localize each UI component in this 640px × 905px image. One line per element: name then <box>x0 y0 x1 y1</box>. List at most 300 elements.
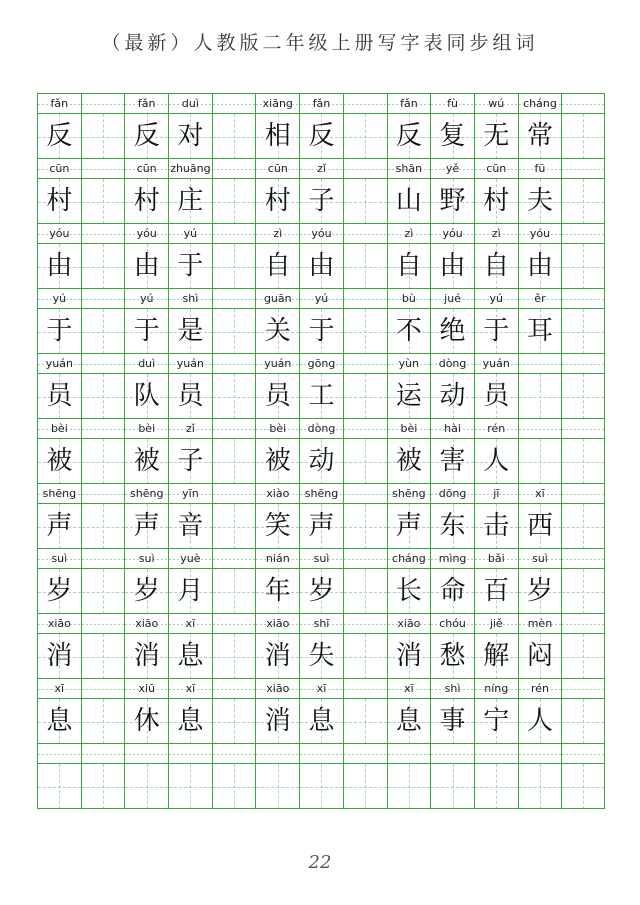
character-cell <box>430 504 474 549</box>
pinyin-cell: xī <box>387 679 431 699</box>
pinyin-cell: xī <box>518 484 562 504</box>
pinyin-cell <box>518 354 562 374</box>
pinyin-cell: dòng <box>299 419 343 439</box>
pinyin-cell: yóu <box>299 224 343 244</box>
pinyin-cell: ěr <box>518 289 562 309</box>
pinyin-cell <box>37 744 81 764</box>
character-glyph: 子 <box>308 186 335 216</box>
character-cell <box>387 569 431 614</box>
character-cell <box>561 374 605 419</box>
pinyin-cell <box>212 94 256 114</box>
character-glyph: 动 <box>439 381 466 411</box>
character-cell <box>124 309 168 354</box>
character-cell <box>37 179 81 224</box>
character-cell <box>37 569 81 614</box>
character-cell <box>212 634 256 679</box>
pinyin-cell <box>81 354 125 374</box>
character-cell <box>561 504 605 549</box>
pinyin-cell <box>561 419 605 439</box>
character-cell <box>343 114 387 159</box>
character-glyph: 笑 <box>264 511 291 541</box>
character-glyph: 年 <box>264 576 291 606</box>
character-glyph: 反 <box>133 121 160 151</box>
pinyin-cell <box>81 614 125 634</box>
pinyin-cell: yóu <box>518 224 562 244</box>
pinyin-cell: yùn <box>387 354 431 374</box>
character-cell <box>561 569 605 614</box>
character-cell <box>168 114 212 159</box>
character-cell <box>430 114 474 159</box>
character-glyph: 常 <box>526 121 553 151</box>
character-cell <box>81 634 125 679</box>
pinyin-row <box>37 353 605 374</box>
pinyin-cell: fù <box>430 94 474 114</box>
character-glyph: 西 <box>526 511 553 541</box>
character-cell <box>430 439 474 484</box>
character-glyph: 耳 <box>526 316 553 346</box>
character-glyph: 命 <box>439 576 466 606</box>
character-glyph: 被 <box>395 446 422 476</box>
character-cell <box>255 699 299 744</box>
character-glyph: 由 <box>133 251 160 281</box>
character-row <box>37 438 605 484</box>
character-glyph: 无 <box>483 121 510 151</box>
character-row <box>37 568 605 614</box>
character-cell <box>81 179 125 224</box>
character-row <box>37 373 605 419</box>
pinyin-cell <box>81 94 125 114</box>
pinyin-cell: cūn <box>37 159 81 179</box>
pinyin-cell: yóu <box>124 224 168 244</box>
pinyin-cell: yīn <box>168 484 212 504</box>
character-glyph: 由 <box>308 251 335 281</box>
pinyin-row <box>37 288 605 309</box>
pinyin-cell: cūn <box>255 159 299 179</box>
character-glyph: 被 <box>264 446 291 476</box>
pinyin-cell: jué <box>430 289 474 309</box>
character-glyph: 害 <box>439 446 466 476</box>
pinyin-cell: bèi <box>387 419 431 439</box>
pinyin-cell: shēng <box>299 484 343 504</box>
pinyin-cell: fǎn <box>37 94 81 114</box>
character-glyph: 绝 <box>439 316 466 346</box>
pinyin-cell: fū <box>518 159 562 179</box>
character-cell <box>255 504 299 549</box>
pinyin-cell: zì <box>387 224 431 244</box>
pinyin-cell: suì <box>37 549 81 569</box>
character-glyph: 复 <box>439 121 466 151</box>
character-cell <box>168 569 212 614</box>
character-glyph: 岁 <box>46 576 73 606</box>
pinyin-row <box>37 678 605 699</box>
character-cell <box>37 634 81 679</box>
character-cell <box>212 699 256 744</box>
pinyin-cell: xiāo <box>255 614 299 634</box>
pinyin-row <box>37 93 605 114</box>
character-glyph: 动 <box>308 446 335 476</box>
character-glyph: 失 <box>308 641 335 671</box>
pinyin-cell: bǎi <box>474 549 518 569</box>
character-glyph: 息 <box>46 706 73 736</box>
pinyin-cell: xī <box>37 679 81 699</box>
character-cell <box>474 309 518 354</box>
character-glyph: 由 <box>439 251 466 281</box>
character-cell <box>561 764 605 809</box>
character-glyph: 野 <box>439 186 466 216</box>
pinyin-cell: fǎn <box>124 94 168 114</box>
character-glyph: 声 <box>395 511 422 541</box>
pinyin-cell: xī <box>168 614 212 634</box>
pinyin-cell <box>561 744 605 764</box>
pinyin-cell <box>561 289 605 309</box>
character-cell <box>168 764 212 809</box>
pinyin-cell: zì <box>474 224 518 244</box>
character-cell <box>37 309 81 354</box>
pinyin-row <box>37 158 605 179</box>
character-cell <box>474 179 518 224</box>
grid-bottom-line <box>37 808 605 809</box>
character-cell <box>518 699 562 744</box>
pinyin-cell: rén <box>518 679 562 699</box>
character-cell <box>343 244 387 289</box>
pinyin-cell: dōng <box>430 484 474 504</box>
character-cell <box>343 309 387 354</box>
character-cell <box>299 439 343 484</box>
character-cell <box>430 309 474 354</box>
character-glyph: 不 <box>395 316 422 346</box>
character-cell <box>474 374 518 419</box>
pinyin-cell <box>561 354 605 374</box>
character-glyph: 消 <box>264 641 291 671</box>
pinyin-cell: shì <box>430 679 474 699</box>
character-cell <box>37 374 81 419</box>
character-cell <box>387 179 431 224</box>
character-cell <box>474 244 518 289</box>
character-cell <box>343 374 387 419</box>
pinyin-cell: xiāo <box>255 679 299 699</box>
character-glyph: 息 <box>177 706 204 736</box>
pinyin-cell <box>474 744 518 764</box>
pinyin-cell: shēng <box>124 484 168 504</box>
pinyin-cell <box>212 354 256 374</box>
pinyin-cell <box>81 484 125 504</box>
character-glyph: 村 <box>264 186 291 216</box>
character-cell <box>299 114 343 159</box>
character-cell <box>430 764 474 809</box>
character-cell <box>343 699 387 744</box>
character-cell <box>124 114 168 159</box>
character-cell <box>37 439 81 484</box>
character-cell <box>212 179 256 224</box>
character-cell <box>255 244 299 289</box>
character-glyph: 人 <box>526 706 553 736</box>
character-cell <box>387 634 431 679</box>
pinyin-cell: xiào <box>255 484 299 504</box>
character-glyph: 消 <box>395 641 422 671</box>
character-glyph: 岁 <box>133 576 160 606</box>
character-cell <box>255 634 299 679</box>
character-cell <box>212 309 256 354</box>
character-cell <box>387 764 431 809</box>
character-cell <box>299 569 343 614</box>
pinyin-cell <box>81 224 125 244</box>
character-glyph: 愁 <box>439 641 466 671</box>
pinyin-cell <box>343 744 387 764</box>
character-cell <box>387 439 431 484</box>
character-cell <box>474 439 518 484</box>
pinyin-cell: cháng <box>387 549 431 569</box>
character-cell <box>518 504 562 549</box>
character-cell <box>474 114 518 159</box>
pinyin-cell: jiě <box>474 614 518 634</box>
character-cell <box>37 114 81 159</box>
character-cell <box>81 764 125 809</box>
character-cell <box>561 114 605 159</box>
pinyin-cell <box>212 289 256 309</box>
pinyin-cell <box>343 354 387 374</box>
character-cell <box>299 179 343 224</box>
pinyin-cell <box>343 224 387 244</box>
pinyin-cell: bèi <box>37 419 81 439</box>
character-cell <box>474 569 518 614</box>
pinyin-cell: duì <box>124 354 168 374</box>
pinyin-cell: wú <box>474 94 518 114</box>
pinyin-cell <box>212 419 256 439</box>
pinyin-cell: cūn <box>124 159 168 179</box>
pinyin-cell <box>561 549 605 569</box>
pinyin-cell: yuán <box>474 354 518 374</box>
pinyin-cell <box>299 744 343 764</box>
pinyin-cell <box>387 744 431 764</box>
character-cell <box>387 699 431 744</box>
character-cell <box>81 374 125 419</box>
pinyin-cell <box>81 419 125 439</box>
character-glyph: 关 <box>264 316 291 346</box>
character-cell <box>212 114 256 159</box>
character-cell <box>255 179 299 224</box>
pinyin-cell: shì <box>168 289 212 309</box>
character-cell <box>387 309 431 354</box>
pinyin-cell <box>518 744 562 764</box>
pinyin-cell: shī <box>299 614 343 634</box>
character-cell <box>518 309 562 354</box>
character-cell <box>124 699 168 744</box>
pinyin-row <box>37 418 605 439</box>
character-cell <box>343 504 387 549</box>
character-cell <box>212 439 256 484</box>
character-cell <box>37 699 81 744</box>
character-glyph: 月 <box>177 576 204 606</box>
pinyin-cell: xiāo <box>124 614 168 634</box>
character-cell <box>430 179 474 224</box>
character-glyph: 击 <box>483 511 510 541</box>
pinyin-cell: cháng <box>518 94 562 114</box>
pinyin-cell <box>81 159 125 179</box>
character-glyph: 消 <box>46 641 73 671</box>
character-cell <box>37 764 81 809</box>
character-cell <box>81 439 125 484</box>
pinyin-cell <box>212 224 256 244</box>
writing-grid <box>37 93 605 811</box>
character-glyph: 山 <box>395 186 422 216</box>
character-cell <box>124 179 168 224</box>
character-cell <box>561 244 605 289</box>
character-cell <box>255 309 299 354</box>
character-glyph: 村 <box>483 186 510 216</box>
character-cell <box>518 439 562 484</box>
character-glyph: 音 <box>177 511 204 541</box>
pinyin-cell: shēng <box>37 484 81 504</box>
character-glyph: 员 <box>264 381 291 411</box>
character-cell <box>168 179 212 224</box>
character-glyph: 息 <box>177 641 204 671</box>
pinyin-cell <box>81 549 125 569</box>
character-cell <box>474 634 518 679</box>
character-cell <box>343 764 387 809</box>
character-cell <box>343 569 387 614</box>
pinyin-cell <box>81 679 125 699</box>
pinyin-cell: yóu <box>37 224 81 244</box>
character-cell <box>474 504 518 549</box>
pinyin-cell: xiāo <box>37 614 81 634</box>
character-cell <box>474 764 518 809</box>
character-cell <box>299 374 343 419</box>
pinyin-cell: dòng <box>430 354 474 374</box>
character-glyph: 声 <box>46 511 73 541</box>
character-cell <box>212 569 256 614</box>
pinyin-cell <box>81 744 125 764</box>
character-cell <box>387 114 431 159</box>
character-cell <box>561 439 605 484</box>
pinyin-row <box>37 743 605 764</box>
character-cell <box>124 634 168 679</box>
pinyin-cell: suì <box>124 549 168 569</box>
pinyin-cell: fǎn <box>387 94 431 114</box>
pinyin-cell: shān <box>387 159 431 179</box>
character-glyph: 岁 <box>526 576 553 606</box>
pinyin-cell <box>343 94 387 114</box>
character-cell <box>343 179 387 224</box>
character-glyph: 长 <box>395 576 422 606</box>
character-glyph: 自 <box>264 251 291 281</box>
pinyin-cell: fǎn <box>299 94 343 114</box>
pinyin-cell <box>518 419 562 439</box>
pinyin-cell <box>212 744 256 764</box>
character-glyph: 于 <box>483 316 510 346</box>
character-glyph: 村 <box>133 186 160 216</box>
character-glyph: 宁 <box>483 706 510 736</box>
pinyin-cell <box>343 289 387 309</box>
pinyin-cell: yuán <box>37 354 81 374</box>
pinyin-cell <box>343 614 387 634</box>
character-glyph: 由 <box>526 251 553 281</box>
pinyin-cell <box>212 679 256 699</box>
pinyin-cell: suì <box>299 549 343 569</box>
character-cell <box>81 309 125 354</box>
character-cell <box>387 374 431 419</box>
character-glyph: 自 <box>395 251 422 281</box>
character-cell <box>518 244 562 289</box>
character-glyph: 反 <box>46 121 73 151</box>
pinyin-cell <box>343 679 387 699</box>
pinyin-cell <box>255 744 299 764</box>
character-cell <box>299 634 343 679</box>
character-glyph: 是 <box>177 316 204 346</box>
page-title: （最新）人教版二年级上册写字表同步组词 <box>101 32 539 54</box>
pinyin-cell <box>561 484 605 504</box>
character-cell <box>37 244 81 289</box>
character-cell <box>168 374 212 419</box>
character-cell <box>387 504 431 549</box>
character-cell <box>430 374 474 419</box>
pinyin-cell <box>561 614 605 634</box>
pinyin-cell <box>343 419 387 439</box>
character-cell <box>430 244 474 289</box>
pinyin-cell: xiū <box>124 679 168 699</box>
character-glyph: 百 <box>483 576 510 606</box>
pinyin-cell: yuán <box>168 354 212 374</box>
pinyin-row <box>37 613 605 634</box>
pinyin-cell: yú <box>124 289 168 309</box>
character-cell <box>518 114 562 159</box>
pinyin-cell: bù <box>387 289 431 309</box>
pinyin-cell: yě <box>430 159 474 179</box>
character-cell <box>212 244 256 289</box>
pinyin-cell: mèn <box>518 614 562 634</box>
pinyin-cell <box>561 159 605 179</box>
character-cell <box>124 504 168 549</box>
character-cell <box>299 699 343 744</box>
character-cell <box>212 764 256 809</box>
character-glyph: 队 <box>133 381 160 411</box>
pinyin-cell: xiāo <box>387 614 431 634</box>
character-cell <box>212 504 256 549</box>
character-glyph: 反 <box>395 121 422 151</box>
character-cell <box>37 504 81 549</box>
character-cell <box>168 439 212 484</box>
pinyin-cell <box>430 744 474 764</box>
character-glyph: 自 <box>483 251 510 281</box>
character-glyph: 消 <box>264 706 291 736</box>
character-glyph: 消 <box>133 641 160 671</box>
pinyin-cell: mìng <box>430 549 474 569</box>
character-glyph: 被 <box>133 446 160 476</box>
character-cell <box>561 634 605 679</box>
pinyin-cell: yú <box>168 224 212 244</box>
character-glyph: 员 <box>46 381 73 411</box>
pinyin-cell <box>168 744 212 764</box>
pinyin-cell: duì <box>168 94 212 114</box>
character-row <box>37 503 605 549</box>
pinyin-cell: zǐ <box>299 159 343 179</box>
character-glyph: 东 <box>439 511 466 541</box>
character-cell <box>299 764 343 809</box>
character-cell <box>124 569 168 614</box>
pinyin-cell: zì <box>255 224 299 244</box>
character-cell <box>518 764 562 809</box>
character-cell <box>430 699 474 744</box>
pinyin-cell: nián <box>255 549 299 569</box>
character-glyph: 闷 <box>526 641 553 671</box>
page-number: 22 <box>308 852 332 873</box>
character-cell <box>474 699 518 744</box>
character-row <box>37 113 605 159</box>
pinyin-cell: bèi <box>255 419 299 439</box>
pinyin-cell: xī <box>299 679 343 699</box>
character-glyph: 于 <box>308 316 335 346</box>
character-row <box>37 763 605 809</box>
character-glyph: 岁 <box>308 576 335 606</box>
